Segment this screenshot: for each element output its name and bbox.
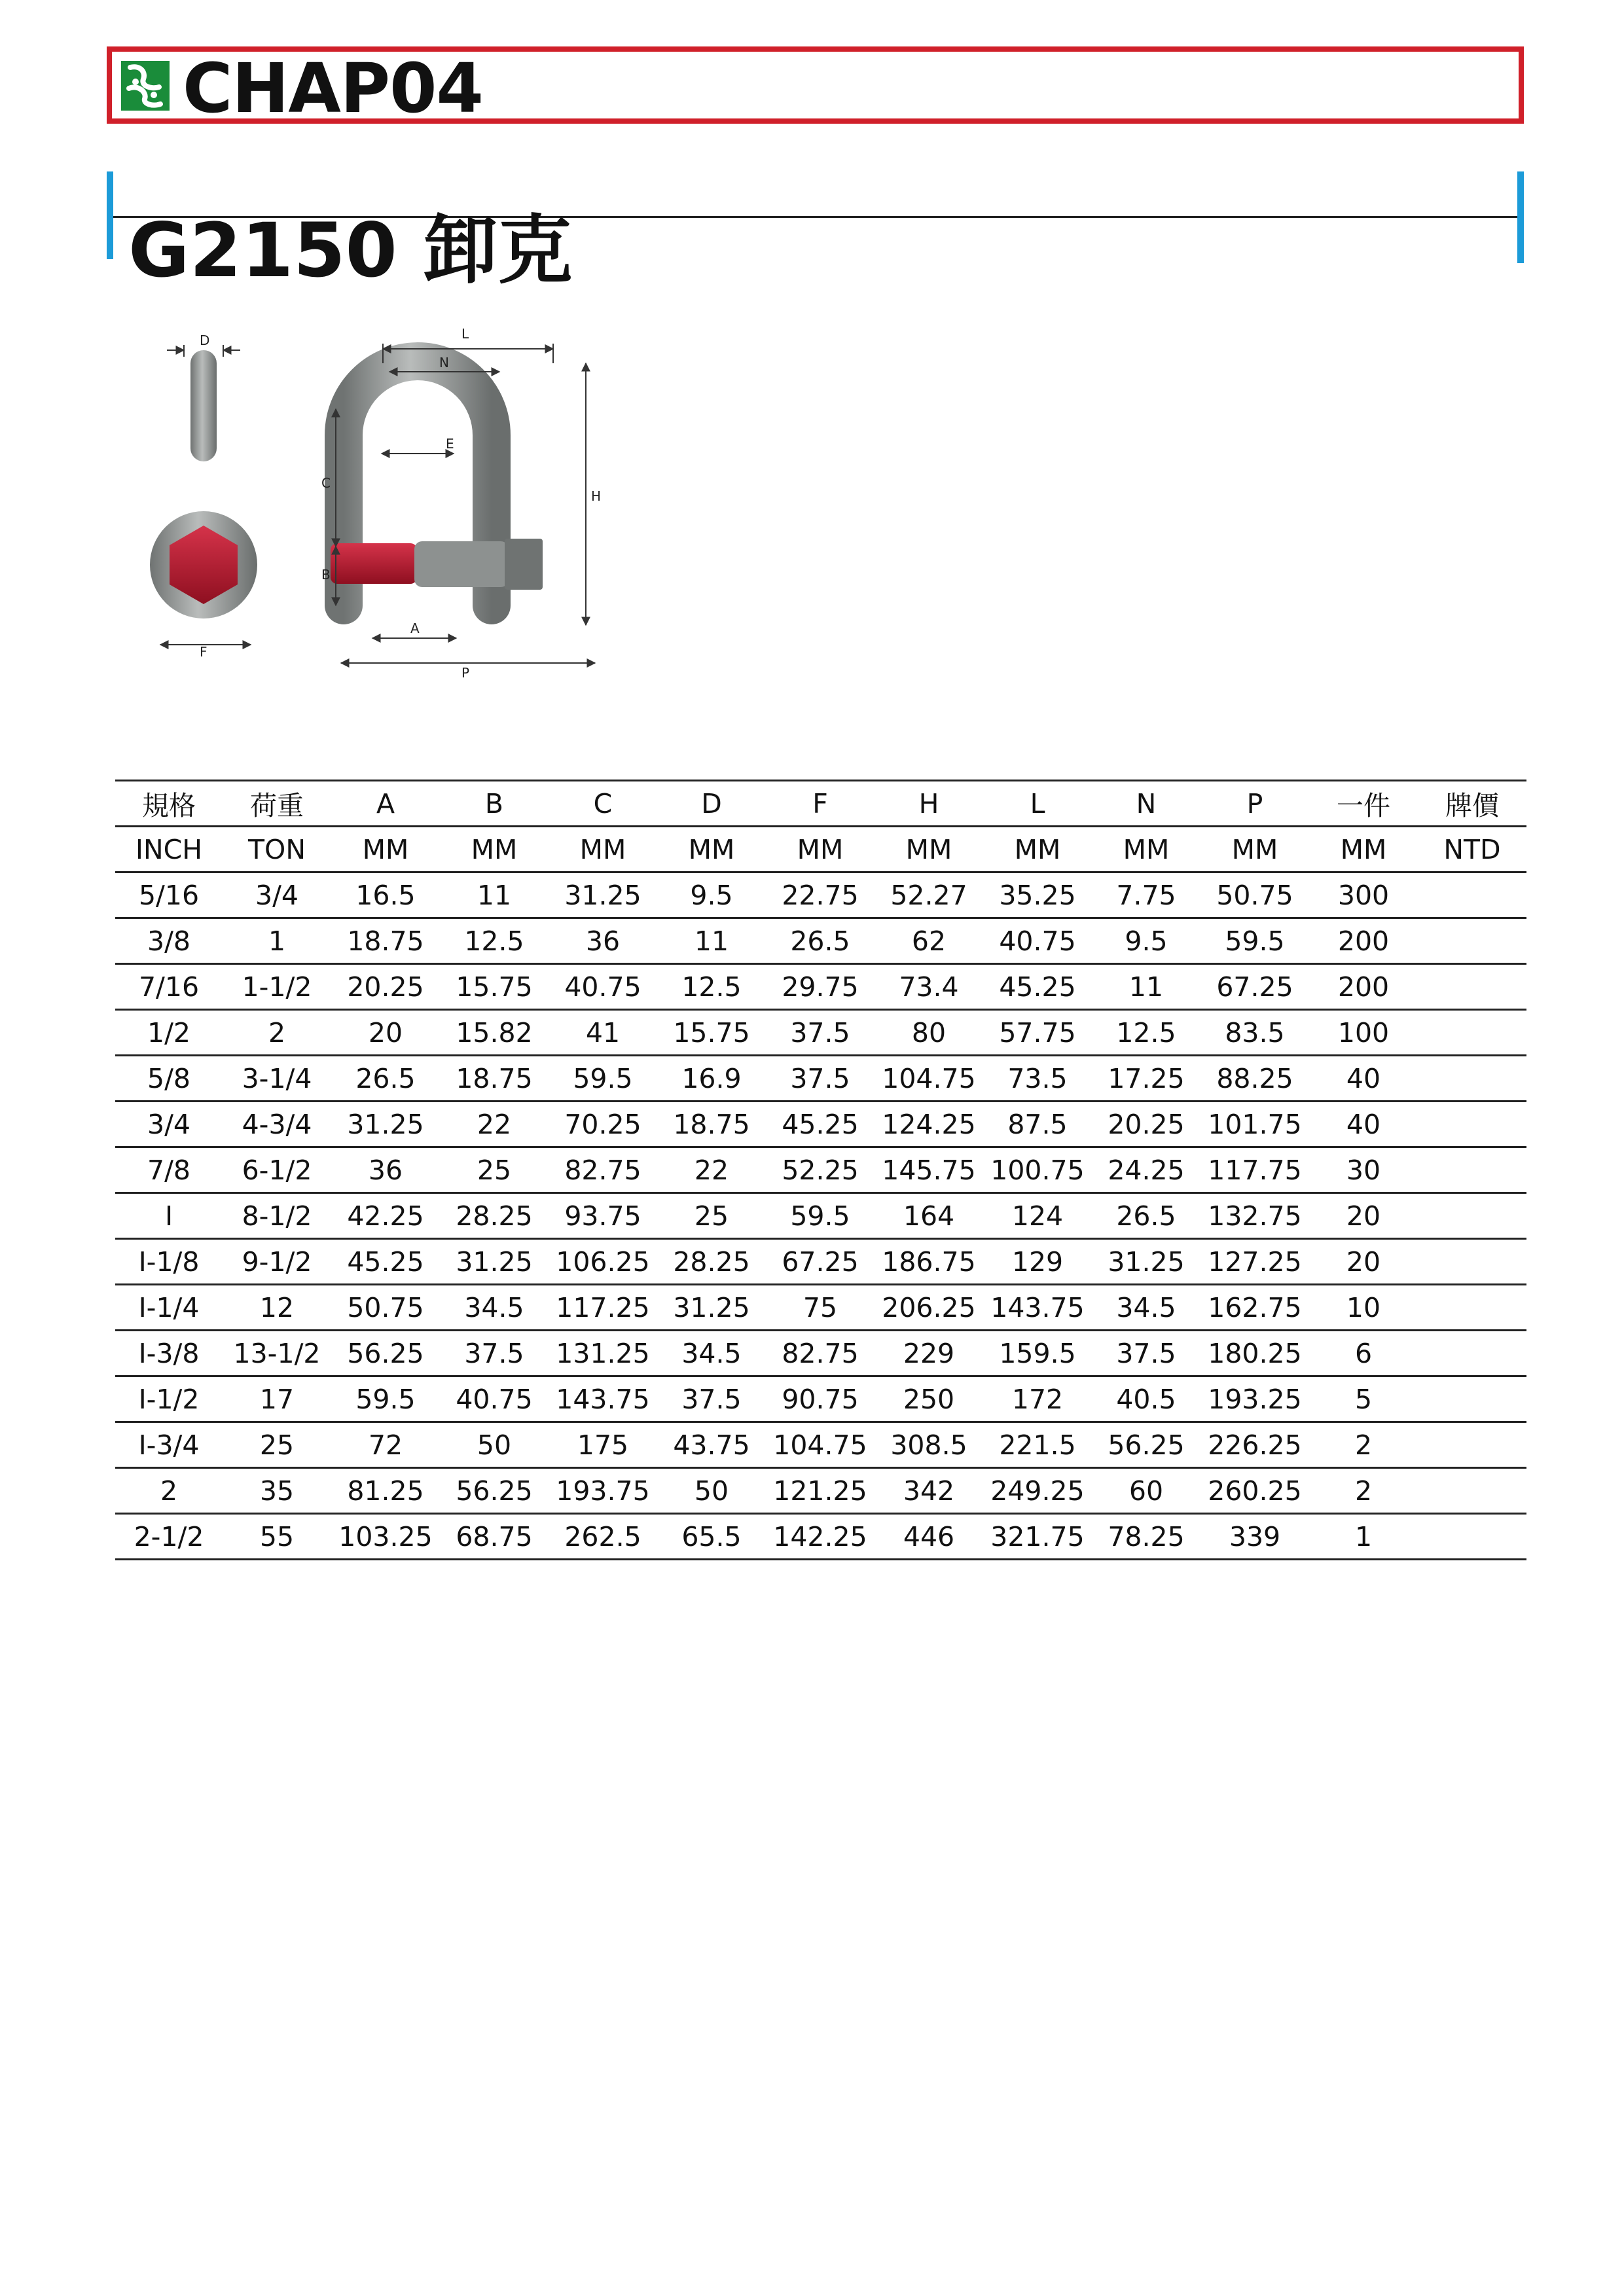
- table-cell: I-1/8: [115, 1239, 223, 1285]
- table-cell: 52.27: [875, 872, 983, 918]
- table-cell: 40.75: [440, 1376, 549, 1422]
- table-cell: 90.75: [766, 1376, 875, 1422]
- table-cell: 83.5: [1200, 1010, 1309, 1056]
- table-cell: 5: [1309, 1376, 1418, 1422]
- table-cell: 7/8: [115, 1147, 223, 1193]
- table-cell: 175: [549, 1422, 657, 1468]
- table-cell: [1418, 1193, 1526, 1239]
- table-cell: 1: [223, 918, 331, 964]
- table-cell: 68.75: [440, 1514, 549, 1560]
- table-cell: 40: [1309, 1056, 1418, 1102]
- table-cell: 4-3/4: [223, 1102, 331, 1147]
- table-cell: C: [549, 781, 657, 827]
- dim-label-h: H: [591, 488, 602, 504]
- table-cell: 193.25: [1200, 1376, 1309, 1422]
- table-cell: 159.5: [983, 1331, 1092, 1376]
- table-cell: F: [766, 781, 875, 827]
- table-row: [115, 1102, 1526, 1147]
- table-cell: 9-1/2: [223, 1239, 331, 1285]
- table-cell: 55: [223, 1514, 331, 1560]
- table-cell: 20.25: [1092, 1102, 1200, 1147]
- table-cell: MM: [549, 827, 657, 872]
- table-cell: 142.25: [766, 1514, 875, 1560]
- table-cell: 34.5: [1092, 1285, 1200, 1331]
- table-cell: 20.25: [331, 964, 440, 1010]
- table-cell: 65.5: [657, 1514, 766, 1560]
- table-row: [115, 918, 1526, 964]
- shackle-diagram-svg: [134, 317, 619, 684]
- table-cell: 59.5: [331, 1376, 440, 1422]
- table-cell: 88.25: [1200, 1056, 1309, 1102]
- table-cell: 226.25: [1200, 1422, 1309, 1468]
- dim-label-a: A: [410, 620, 420, 636]
- table-cell: 70.25: [549, 1102, 657, 1147]
- table-cell: 12: [223, 1285, 331, 1331]
- table-cell: 26.5: [331, 1056, 440, 1102]
- table-cell: 180.25: [1200, 1331, 1309, 1376]
- table-cell: 荷重: [223, 781, 331, 827]
- dim-label-n: N: [439, 355, 449, 370]
- table-cell: 67.25: [766, 1239, 875, 1285]
- table-cell: 37.5: [440, 1331, 549, 1376]
- table-cell: 57.75: [983, 1010, 1092, 1056]
- table-cell: MM: [1309, 827, 1418, 872]
- table-cell: 31.25: [331, 1102, 440, 1147]
- table-cell: MM: [331, 827, 440, 872]
- table-cell: 5/16: [115, 872, 223, 918]
- table-cell: 300: [1309, 872, 1418, 918]
- dim-label-b: B: [321, 567, 331, 583]
- table-cell: 321.75: [983, 1514, 1092, 1560]
- table-cell: 35.25: [983, 872, 1092, 918]
- dim-label-e: E: [446, 436, 454, 452]
- table-cell: 186.75: [875, 1239, 983, 1285]
- shackle-front-view: [331, 361, 543, 605]
- table-cell: 35: [223, 1468, 331, 1514]
- table-cell: 82.75: [549, 1147, 657, 1193]
- table-cell: 59.5: [766, 1193, 875, 1239]
- table-row: [115, 1376, 1526, 1422]
- table-cell: 40.75: [983, 918, 1092, 964]
- table-cell: [1418, 1239, 1526, 1285]
- table-cell: 18.75: [440, 1056, 549, 1102]
- table-cell: 11: [440, 872, 549, 918]
- table-cell: 45.25: [983, 964, 1092, 1010]
- table-cell: 162.75: [1200, 1285, 1309, 1331]
- table-cell: 22.75: [766, 872, 875, 918]
- table-cell: 104.75: [875, 1056, 983, 1102]
- table-cell: 20: [1309, 1239, 1418, 1285]
- table-cell: 106.25: [549, 1239, 657, 1285]
- table-cell: 50.75: [331, 1285, 440, 1331]
- table-row: [115, 1514, 1526, 1560]
- shackle-side-view: [150, 350, 257, 619]
- table-cell: MM: [440, 827, 549, 872]
- table-cell: [1418, 1468, 1526, 1514]
- table-cell: 37.5: [766, 1056, 875, 1102]
- table-cell: 56.25: [331, 1331, 440, 1376]
- table-cell: 22: [657, 1147, 766, 1193]
- table-cell: 62: [875, 918, 983, 964]
- table-cell: 80: [875, 1010, 983, 1056]
- table-cell: [1418, 1514, 1526, 1560]
- table-cell: 60: [1092, 1468, 1200, 1514]
- dim-label-l: L: [461, 326, 469, 342]
- table-cell: MM: [875, 827, 983, 872]
- table-cell: 37.5: [1092, 1331, 1200, 1376]
- dim-label-p: P: [461, 665, 470, 681]
- table-unit-row: [115, 827, 1526, 872]
- table-cell: 56.25: [1092, 1422, 1200, 1468]
- table-cell: 7/16: [115, 964, 223, 1010]
- table-cell: I-1/2: [115, 1376, 223, 1422]
- table-cell: 45.25: [331, 1239, 440, 1285]
- table-row: [115, 872, 1526, 918]
- table-cell: 12.5: [440, 918, 549, 964]
- table-cell: 103.25: [331, 1514, 440, 1560]
- table-cell: 17.25: [1092, 1056, 1200, 1102]
- table-cell: 34.5: [440, 1285, 549, 1331]
- table-cell: 81.25: [331, 1468, 440, 1514]
- table-cell: [1418, 1331, 1526, 1376]
- table-cell: 11: [1092, 964, 1200, 1010]
- table-cell: 26.5: [1092, 1193, 1200, 1239]
- table-cell: 75: [766, 1285, 875, 1331]
- table-cell: 132.75: [1200, 1193, 1309, 1239]
- table-cell: 339: [1200, 1514, 1309, 1560]
- table-cell: P: [1200, 781, 1309, 827]
- table-cell: 56.25: [440, 1468, 549, 1514]
- table-cell: [1418, 1147, 1526, 1193]
- table-cell: 145.75: [875, 1147, 983, 1193]
- table-cell: [1418, 964, 1526, 1010]
- table-row: [115, 1331, 1526, 1376]
- table-cell: 3/4: [223, 872, 331, 918]
- table-cell: 29.75: [766, 964, 875, 1010]
- table-cell: 42.25: [331, 1193, 440, 1239]
- table-cell: 2: [1309, 1422, 1418, 1468]
- table-cell: 6: [1309, 1331, 1418, 1376]
- table-row: [115, 1147, 1526, 1193]
- table-cell: 5/8: [115, 1056, 223, 1102]
- table-cell: 143.75: [983, 1285, 1092, 1331]
- table-cell: 45.25: [766, 1102, 875, 1147]
- table-cell: 50: [440, 1422, 549, 1468]
- spec-table-body: [115, 781, 1526, 1560]
- table-cell: 206.25: [875, 1285, 983, 1331]
- table-cell: 200: [1309, 918, 1418, 964]
- table-cell: MM: [657, 827, 766, 872]
- table-cell: 100: [1309, 1010, 1418, 1056]
- table-cell: NTD: [1418, 827, 1526, 872]
- table-cell: 26.5: [766, 918, 875, 964]
- table-cell: N: [1092, 781, 1200, 827]
- table-cell: 一件: [1309, 781, 1418, 827]
- table-cell: 124: [983, 1193, 1092, 1239]
- table-cell: 73.5: [983, 1056, 1092, 1102]
- table-cell: 18.75: [331, 918, 440, 964]
- table-cell: 12.5: [1092, 1010, 1200, 1056]
- table-cell: 93.75: [549, 1193, 657, 1239]
- table-cell: [1418, 872, 1526, 918]
- table-cell: 59.5: [1200, 918, 1309, 964]
- table-cell: [1418, 918, 1526, 964]
- table-cell: 31.25: [440, 1239, 549, 1285]
- table-cell: 12.5: [657, 964, 766, 1010]
- table-cell: 40.75: [549, 964, 657, 1010]
- table-cell: 9.5: [1092, 918, 1200, 964]
- table-row: [115, 1285, 1526, 1331]
- table-cell: [1418, 1056, 1526, 1102]
- table-cell: MM: [983, 827, 1092, 872]
- table-cell: 67.25: [1200, 964, 1309, 1010]
- table-cell: B: [440, 781, 549, 827]
- table-cell: 172: [983, 1376, 1092, 1422]
- table-cell: 117.75: [1200, 1147, 1309, 1193]
- table-cell: 82.75: [766, 1331, 875, 1376]
- table-cell: 249.25: [983, 1468, 1092, 1514]
- table-cell: MM: [1200, 827, 1309, 872]
- table-cell: 117.25: [549, 1285, 657, 1331]
- table-cell: 131.25: [549, 1331, 657, 1376]
- table-cell: 30: [1309, 1147, 1418, 1193]
- table-cell: INCH: [115, 827, 223, 872]
- table-cell: 34.5: [657, 1331, 766, 1376]
- table-cell: 2: [115, 1468, 223, 1514]
- table-cell: 221.5: [983, 1422, 1092, 1468]
- table-row: [115, 1010, 1526, 1056]
- table-cell: 11: [657, 918, 766, 964]
- table-cell: 7.75: [1092, 872, 1200, 918]
- table-cell: 15.75: [440, 964, 549, 1010]
- table-cell: 50: [657, 1468, 766, 1514]
- table-cell: I-3/8: [115, 1331, 223, 1376]
- table-cell: 15.75: [657, 1010, 766, 1056]
- table-cell: 40: [1309, 1102, 1418, 1147]
- table-cell: 20: [1309, 1193, 1418, 1239]
- table-cell: 1-1/2: [223, 964, 331, 1010]
- table-cell: 1/2: [115, 1010, 223, 1056]
- table-cell: 2: [1309, 1468, 1418, 1514]
- table-cell: 31.25: [549, 872, 657, 918]
- table-cell: MM: [1092, 827, 1200, 872]
- table-cell: [1418, 1422, 1526, 1468]
- table-cell: MM: [766, 827, 875, 872]
- table-cell: 50.75: [1200, 872, 1309, 918]
- table-header-row: [115, 781, 1526, 827]
- table-cell: [1418, 1102, 1526, 1147]
- table-cell: 規格: [115, 781, 223, 827]
- table-cell: 1: [1309, 1514, 1418, 1560]
- table-cell: 250: [875, 1376, 983, 1422]
- table-cell: 43.75: [657, 1422, 766, 1468]
- table-cell: 牌價: [1418, 781, 1526, 827]
- table-cell: 10: [1309, 1285, 1418, 1331]
- table-cell: 17: [223, 1376, 331, 1422]
- table-cell: L: [983, 781, 1092, 827]
- shackle-spec-table: [115, 780, 1526, 1560]
- table-row: [115, 1468, 1526, 1514]
- table-cell: [1418, 1010, 1526, 1056]
- table-cell: 260.25: [1200, 1468, 1309, 1514]
- section-marker-right: [1517, 171, 1524, 263]
- table-cell: 229: [875, 1331, 983, 1376]
- table-row: [115, 1422, 1526, 1468]
- table-cell: I: [115, 1193, 223, 1239]
- table-cell: 143.75: [549, 1376, 657, 1422]
- dim-label-c: C: [321, 475, 331, 491]
- table-cell: 193.75: [549, 1468, 657, 1514]
- section-marker-left: [107, 171, 113, 259]
- table-cell: 37.5: [657, 1376, 766, 1422]
- chain-logo-icon: [121, 61, 170, 111]
- table-cell: 16.5: [331, 872, 440, 918]
- table-cell: [1418, 1376, 1526, 1422]
- dim-label-f: F: [200, 644, 208, 660]
- table-cell: I-3/4: [115, 1422, 223, 1468]
- table-cell: 342: [875, 1468, 983, 1514]
- table-row: [115, 1056, 1526, 1102]
- table-row: [115, 964, 1526, 1010]
- table-cell: 36: [331, 1147, 440, 1193]
- table-cell: 121.25: [766, 1468, 875, 1514]
- table-cell: 127.25: [1200, 1239, 1309, 1285]
- table-cell: 78.25: [1092, 1514, 1200, 1560]
- table-cell: 308.5: [875, 1422, 983, 1468]
- table-cell: D: [657, 781, 766, 827]
- table-cell: 200: [1309, 964, 1418, 1010]
- table-cell: 41: [549, 1010, 657, 1056]
- table-cell: 20: [331, 1010, 440, 1056]
- table-cell: 31.25: [657, 1285, 766, 1331]
- table-cell: 446: [875, 1514, 983, 1560]
- table-cell: 28.25: [657, 1239, 766, 1285]
- chapter-header: [107, 46, 1524, 128]
- table-cell: TON: [223, 827, 331, 872]
- table-cell: 72: [331, 1422, 440, 1468]
- table-cell: 22: [440, 1102, 549, 1147]
- table-cell: 36: [549, 918, 657, 964]
- table-cell: 59.5: [549, 1056, 657, 1102]
- chapter-label: CHAP04: [183, 48, 483, 128]
- table-cell: 13-1/2: [223, 1331, 331, 1376]
- table-cell: 8-1/2: [223, 1193, 331, 1239]
- table-row: [115, 1239, 1526, 1285]
- table-cell: 6-1/2: [223, 1147, 331, 1193]
- table-cell: 28.25: [440, 1193, 549, 1239]
- table-cell: 3/4: [115, 1102, 223, 1147]
- table-row: [115, 1193, 1526, 1239]
- table-cell: 2-1/2: [115, 1514, 223, 1560]
- table-cell: 37.5: [766, 1010, 875, 1056]
- table-cell: 2: [223, 1010, 331, 1056]
- table-cell: 87.5: [983, 1102, 1092, 1147]
- table-cell: 25: [440, 1147, 549, 1193]
- table-cell: 101.75: [1200, 1102, 1309, 1147]
- table-cell: 52.25: [766, 1147, 875, 1193]
- table-cell: 262.5: [549, 1514, 657, 1560]
- table-cell: 24.25: [1092, 1147, 1200, 1193]
- table-cell: 18.75: [657, 1102, 766, 1147]
- table-cell: 40.5: [1092, 1376, 1200, 1422]
- table-cell: 73.4: [875, 964, 983, 1010]
- table-cell: 3-1/4: [223, 1056, 331, 1102]
- section-title: G2150 卸克: [128, 207, 573, 294]
- shackle-diagram: [134, 317, 619, 684]
- table-cell: 15.82: [440, 1010, 549, 1056]
- table-cell: 129: [983, 1239, 1092, 1285]
- table-cell: I-1/4: [115, 1285, 223, 1331]
- table-cell: 31.25: [1092, 1239, 1200, 1285]
- table-cell: 3/8: [115, 918, 223, 964]
- table-cell: 25: [223, 1422, 331, 1468]
- table-cell: 104.75: [766, 1422, 875, 1468]
- table-cell: 100.75: [983, 1147, 1092, 1193]
- table-cell: 9.5: [657, 872, 766, 918]
- table-cell: 164: [875, 1193, 983, 1239]
- dim-label-d: D: [200, 332, 210, 348]
- table-cell: A: [331, 781, 440, 827]
- table-cell: H: [875, 781, 983, 827]
- table-cell: 124.25: [875, 1102, 983, 1147]
- table-cell: 16.9: [657, 1056, 766, 1102]
- table-cell: 25: [657, 1193, 766, 1239]
- table-cell: [1418, 1285, 1526, 1331]
